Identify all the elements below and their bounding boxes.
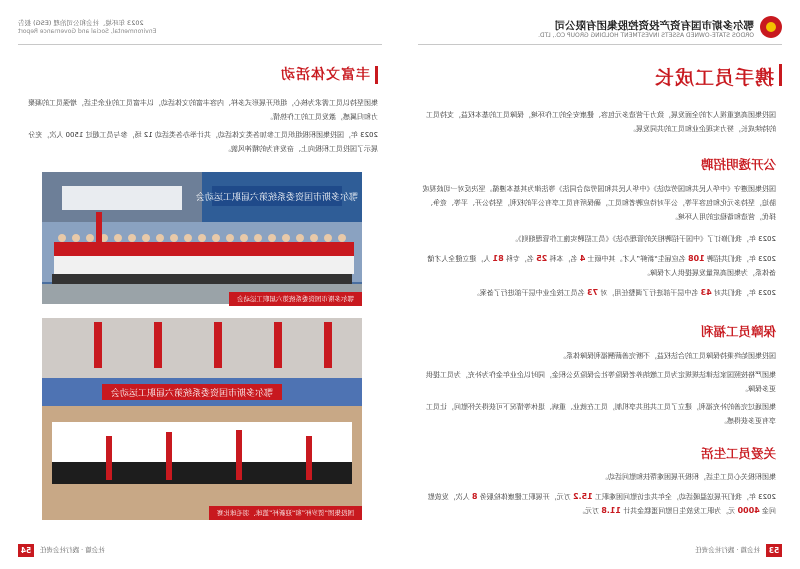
recruitment-para-3: 2023 年，我们共招聘 108 名应届生“新鲜”人才。其中硕士 4 名，本科 25 名，专科 81 人，建立健全人才储备体系，为集团高质量发展提供人才保障。	[427, 254, 776, 277]
title-accent-bar	[779, 64, 782, 86]
company-name-en: ORDOS STATE-OWNED ASSETS INVESTMENT HOLDING GROUP CO., LTD.	[538, 32, 754, 39]
section-title-recruitment: 公开透明招聘	[700, 157, 776, 172]
page-number-badge: 54	[18, 544, 34, 557]
page-number-badge: 53	[766, 544, 782, 557]
report-title-en: Environmental, Social and Governance Report	[18, 28, 157, 35]
page-number-54	[18, 544, 218, 557]
photo1-caption: 鄂尔多斯市国资委系统第六届职工运动会	[229, 292, 362, 306]
title-accent-bar	[375, 66, 378, 84]
welfare-para-3: 集团通过完善的补充福利，建立了员工共担共享机制，员工在就业、重病、退休等情况下可获得关怀慰问，让员工享有更多获得感。	[426, 403, 776, 425]
company-logo-icon	[760, 16, 782, 38]
gym-photo-image	[42, 318, 362, 520]
photo2-banner-text: 鄂尔多斯市国资委系统第六届职工运动会	[110, 389, 274, 399]
section-title-care: 关爱员工生活	[700, 446, 776, 461]
page-title: 携手员工成长	[653, 67, 774, 89]
photo2-caption: 国投集团“贺岁杯”和“迎新杯”篮球、羽毛球比赛	[209, 506, 362, 520]
recruitment-para-4: 2023 年，我们共对 43 名中层干部进行了调整任用，对 73 名员工按企业中层干部进行了备案。	[472, 288, 776, 297]
culture-para-1: 集团坚持以员工需求为核心，组织开展形式多样、内容丰富的文体活动，以丰富员工的业余生活，增强员工的凝聚力和归属感，激发员工的工作热情。	[28, 99, 378, 121]
report-title: 2023 年环境、社会和公司治理 (ESG) 报告	[18, 19, 144, 27]
section-title-welfare: 保障员工福利	[700, 324, 776, 339]
group-photo-image	[42, 172, 362, 304]
photo-gym	[42, 318, 362, 520]
photo1-banner-text: 鄂尔多斯市国资委系统第六届职工运动会	[195, 193, 359, 203]
care-para-2: 2023 年，我们开展送温暖活动，全年共走访慰问困难职工 15.2 万元，开展职工健康体检服务 8 人次，发放慰问金 4000 元，为职工发放生日慰问蛋糕金共计 11.8 万元。	[427, 492, 776, 515]
photo-group	[42, 172, 362, 304]
company-name: 鄂尔多斯市国有资产投资控股集团有限公司	[554, 20, 754, 32]
welfare-para-1: 国投集团始终秉持保障员工的合法权益，不断完善薪酬福利保障体系。	[559, 352, 776, 360]
recruitment-para-1: 国投集团遵守《中华人民共和国劳动法》《中华人民共和国劳动合同法》等法律为其基本遵循。坚决反对一切歧视或胁迫，坚持多元化和包容平等，公平对待应聘者和员工，确保所有员工享有公平的权利，坚持公开、平等、竞争、择优，营造和谐稳定的用人环境。	[422, 185, 776, 221]
page-53	[400, 0, 800, 569]
intro-paragraph: 国投集团高度重视人才的全面发展，致力于营造多元包容、健康安全的工作环境，保障员工的基本权益，支持员工的持续成长，努力实现企业和员工的共同发展。	[426, 111, 776, 133]
page-header	[418, 14, 782, 45]
page-title: 丰富文体活动	[280, 67, 370, 83]
page-label: 社会篇 · 践行社会责任	[40, 546, 105, 554]
welfare-para-2: 集团严格按照国家法律法规规定为员工缴纳养老保险等社会保险及公积金，同时以企业年金作为补充，为员工提供更多保障。	[426, 371, 776, 393]
page-label: 社会篇 · 践行社会责任	[695, 546, 760, 554]
recruitment-para-2: 2023 年，我们修订了《中国于招聘相关的管理办法》《员工招聘实施工作管理细则》。	[510, 235, 776, 243]
care-para-1: 集团积极关心员工生活，积极开展困难帮扶和慰问活动。	[601, 473, 776, 481]
culture-para-2: 2023 年，国投集团积极组织员工参加各类文体活动，共计举办各类活动 12 场，参与员工超过 1500 人次，充分展示了国投员工积极向上、奋发有为的精神风貌。	[28, 131, 378, 153]
page-number-53	[582, 544, 782, 557]
page-header-right	[18, 14, 382, 45]
